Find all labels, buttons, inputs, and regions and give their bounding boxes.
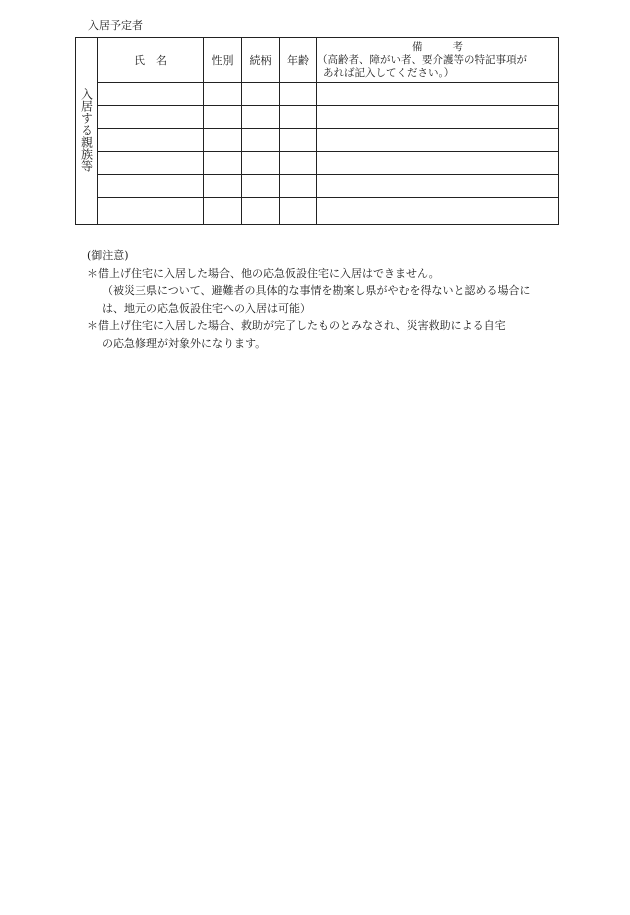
cell-age[interactable] <box>280 129 317 152</box>
residents-table <box>75 37 559 225</box>
cell-name[interactable] <box>98 129 204 152</box>
cell-sex[interactable] <box>204 83 242 106</box>
note-2-line1: ＊借上げ住宅に入居した場合、救助が完了したものとみなされ、災害救助による自宅 <box>87 319 506 332</box>
cell-remarks[interactable] <box>317 152 559 175</box>
header-remarks-title: 備考 <box>412 40 493 53</box>
cell-remarks[interactable] <box>317 175 559 198</box>
header-relation: 続柄 <box>242 38 280 83</box>
table-row <box>76 198 559 225</box>
section-title: 入居予定者 <box>88 19 143 32</box>
header-remarks <box>317 38 559 83</box>
cell-age[interactable] <box>280 106 317 129</box>
table-header-row <box>76 38 559 83</box>
cell-remarks[interactable] <box>317 198 559 225</box>
cell-sex[interactable] <box>204 198 242 225</box>
cell-age[interactable] <box>280 175 317 198</box>
note-1-sub-line2: は、地元の応急仮設住宅への入居は可能） <box>102 301 311 315</box>
side-label-cell <box>76 38 98 225</box>
cell-remarks[interactable] <box>317 129 559 152</box>
header-age: 年齢 <box>280 38 317 83</box>
cell-sex[interactable] <box>204 152 242 175</box>
cell-relation[interactable] <box>242 83 280 106</box>
header-remarks-line2: あれば記入してください。） <box>323 66 455 79</box>
cell-relation[interactable] <box>242 106 280 129</box>
cell-name[interactable] <box>98 152 204 175</box>
cell-name[interactable] <box>98 83 204 106</box>
table-row <box>76 175 559 198</box>
cell-relation[interactable] <box>242 175 280 198</box>
cell-sex[interactable] <box>204 129 242 152</box>
notes-section <box>87 247 562 352</box>
cell-relation[interactable] <box>242 152 280 175</box>
cell-age[interactable] <box>280 198 317 225</box>
side-label: 入居する親族等 <box>79 87 94 172</box>
note-1: ＊借上げ住宅に入居した場合、他の応急仮設住宅に入居はできません。 <box>87 266 440 280</box>
note-2-line2: の応急修理が対象外になります。 <box>102 336 267 350</box>
cell-sex[interactable] <box>204 175 242 198</box>
table-row <box>76 152 559 175</box>
cell-remarks[interactable] <box>317 106 559 129</box>
cell-name[interactable] <box>98 175 204 198</box>
cell-name[interactable] <box>98 198 204 225</box>
cell-remarks[interactable] <box>317 83 559 106</box>
cell-name[interactable] <box>98 106 204 129</box>
table-row <box>76 106 559 129</box>
note-1-sub-line1: （被災三県について、避難者の具体的な事情を勘案し県がやむを得ないと認める場合に <box>102 284 531 297</box>
cell-age[interactable] <box>280 152 317 175</box>
cell-relation[interactable] <box>242 129 280 152</box>
cell-sex[interactable] <box>204 106 242 129</box>
header-remarks-line1: （高齢者、障がい者、要介護等の特記事項が <box>317 53 527 66</box>
notes-heading: (御注意) <box>87 249 129 262</box>
header-sex: 性別 <box>204 38 242 83</box>
header-name: 氏 名 <box>98 38 204 83</box>
table-row <box>76 83 559 106</box>
table-row <box>76 129 559 152</box>
cell-relation[interactable] <box>242 198 280 225</box>
cell-age[interactable] <box>280 83 317 106</box>
